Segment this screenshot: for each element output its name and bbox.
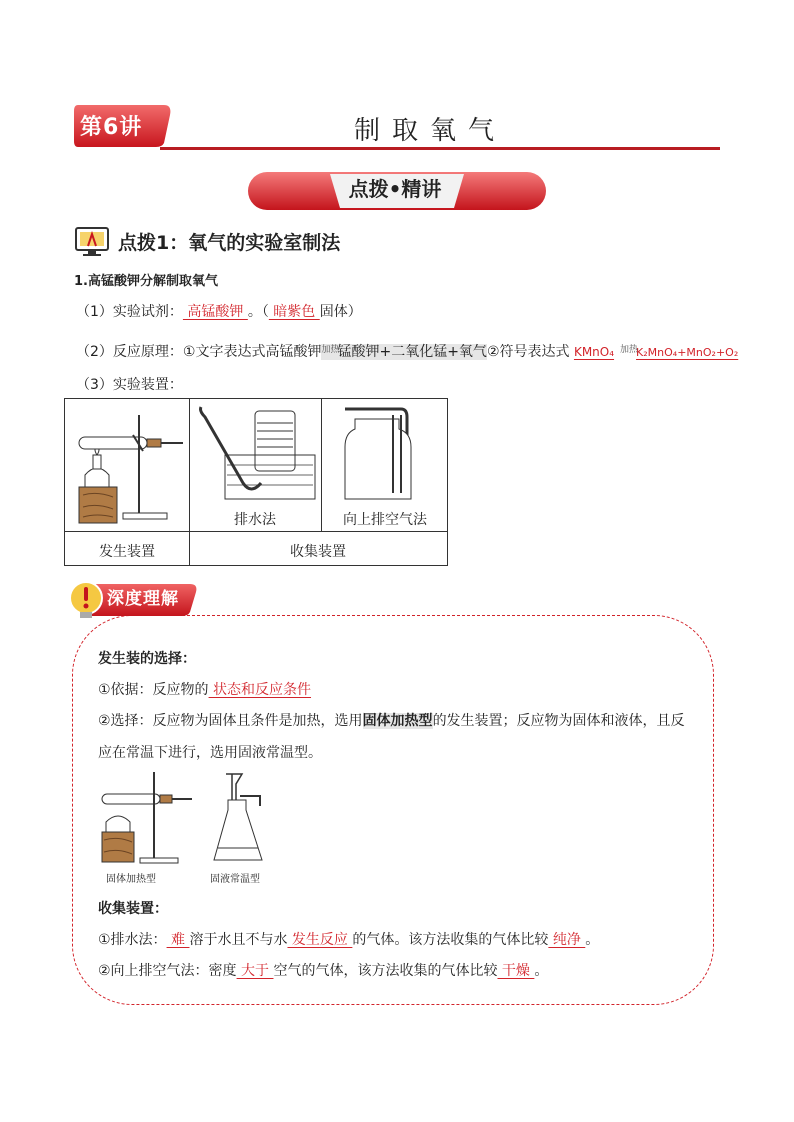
generation-title: 发生装的选择： <box>98 651 196 667</box>
selection-prefix: ②选择：反应物为固体且条件是加热，选用 <box>98 713 363 729</box>
heat-condition: 加热 <box>321 345 340 355</box>
apparatus-table <box>64 398 448 566</box>
apparatus-line: （3）实验装置： <box>76 377 183 393</box>
water-a1: 难 <box>166 932 190 948</box>
water-displacement-illustration <box>195 403 317 509</box>
collection-title: 收集装置： <box>98 901 168 917</box>
water-p4: 。 <box>585 932 600 948</box>
reagent-suffix: 固体） <box>319 304 362 320</box>
reagent-line <box>76 301 362 321</box>
selection-line-2: 应在常温下进行，选用固液常温型。 <box>98 745 322 761</box>
water-p3: 的气体。该方法收集的气体比较 <box>352 932 549 948</box>
air-a1: 大于 <box>236 963 274 979</box>
air-p3: 。 <box>534 963 549 979</box>
upward-air-illustration <box>335 403 439 507</box>
deep-understanding-label: 深度理解 <box>107 589 179 609</box>
header-divider <box>160 147 720 150</box>
monitor-icon <box>74 226 110 258</box>
selection-suffix: 的发生装置；反应物为固体和液体，且反 <box>432 713 685 729</box>
collection-device-label: 收集装置 <box>290 544 346 560</box>
selection-line <box>98 710 685 730</box>
reaction-line <box>76 341 738 361</box>
water-method-label: 排水法 <box>234 512 276 528</box>
reagent-prefix: （1）实验试剂： <box>76 304 183 320</box>
air-method-line <box>98 960 548 980</box>
air-p1: ②向上排空气法：密度 <box>98 963 237 979</box>
basis-line <box>98 679 311 699</box>
point-title: 点拨1：氧气的实验室制法 <box>118 232 341 254</box>
reagent-answer: 高锰酸钾 <box>182 304 248 320</box>
basis-prefix: ①依据：反应物的 <box>98 682 209 698</box>
water-a2: 发生反应 <box>287 932 353 948</box>
solid-liquid-caption: 固液常温型 <box>210 874 260 885</box>
heat-condition-2: 加热 <box>620 345 639 355</box>
solid-liquid-illustration <box>210 770 270 866</box>
word-products: 锰酸钾+二氧化锰+氧气 <box>337 344 487 360</box>
basis-answer: 状态和反应条件 <box>208 682 312 698</box>
upward-air-label: 向上排空气法 <box>343 512 427 528</box>
heating-apparatus-illustration <box>73 405 185 525</box>
water-p1: ①排水法： <box>98 932 167 948</box>
water-a3: 纯净 <box>548 932 586 948</box>
water-method-line <box>98 929 599 949</box>
lecture-label: 第6讲 <box>80 115 143 140</box>
generation-device-label: 发生装置 <box>99 544 155 560</box>
solid-heating-illustration <box>98 770 194 866</box>
air-p2: 空气的气体，该方法收集的气体比较 <box>273 963 498 979</box>
banner-text: 点拨•精讲 <box>348 177 442 201</box>
reaction-mid: ②符号表达式 <box>486 344 574 360</box>
water-p2: 溶于水且不与水 <box>189 932 288 948</box>
page-title: 制取氧气 <box>354 116 507 146</box>
reaction-prefix: （2）反应原理：①文字表达式高锰酸钾 <box>76 344 322 360</box>
color-answer: 暗紫色 <box>268 304 320 320</box>
air-a2: 干燥 <box>497 963 535 979</box>
subsection-title: 1.高锰酸钾分解制取氧气 <box>74 274 218 289</box>
symbol-reactant: KMnO₄ <box>573 345 615 359</box>
solid-heating-type: 固体加热型 <box>362 713 433 729</box>
symbol-products: K₂MnO₄+MnO₂+O₂ <box>636 346 739 359</box>
reagent-mid: 。（ <box>247 304 269 320</box>
solid-heating-caption: 固体加热型 <box>106 874 156 885</box>
